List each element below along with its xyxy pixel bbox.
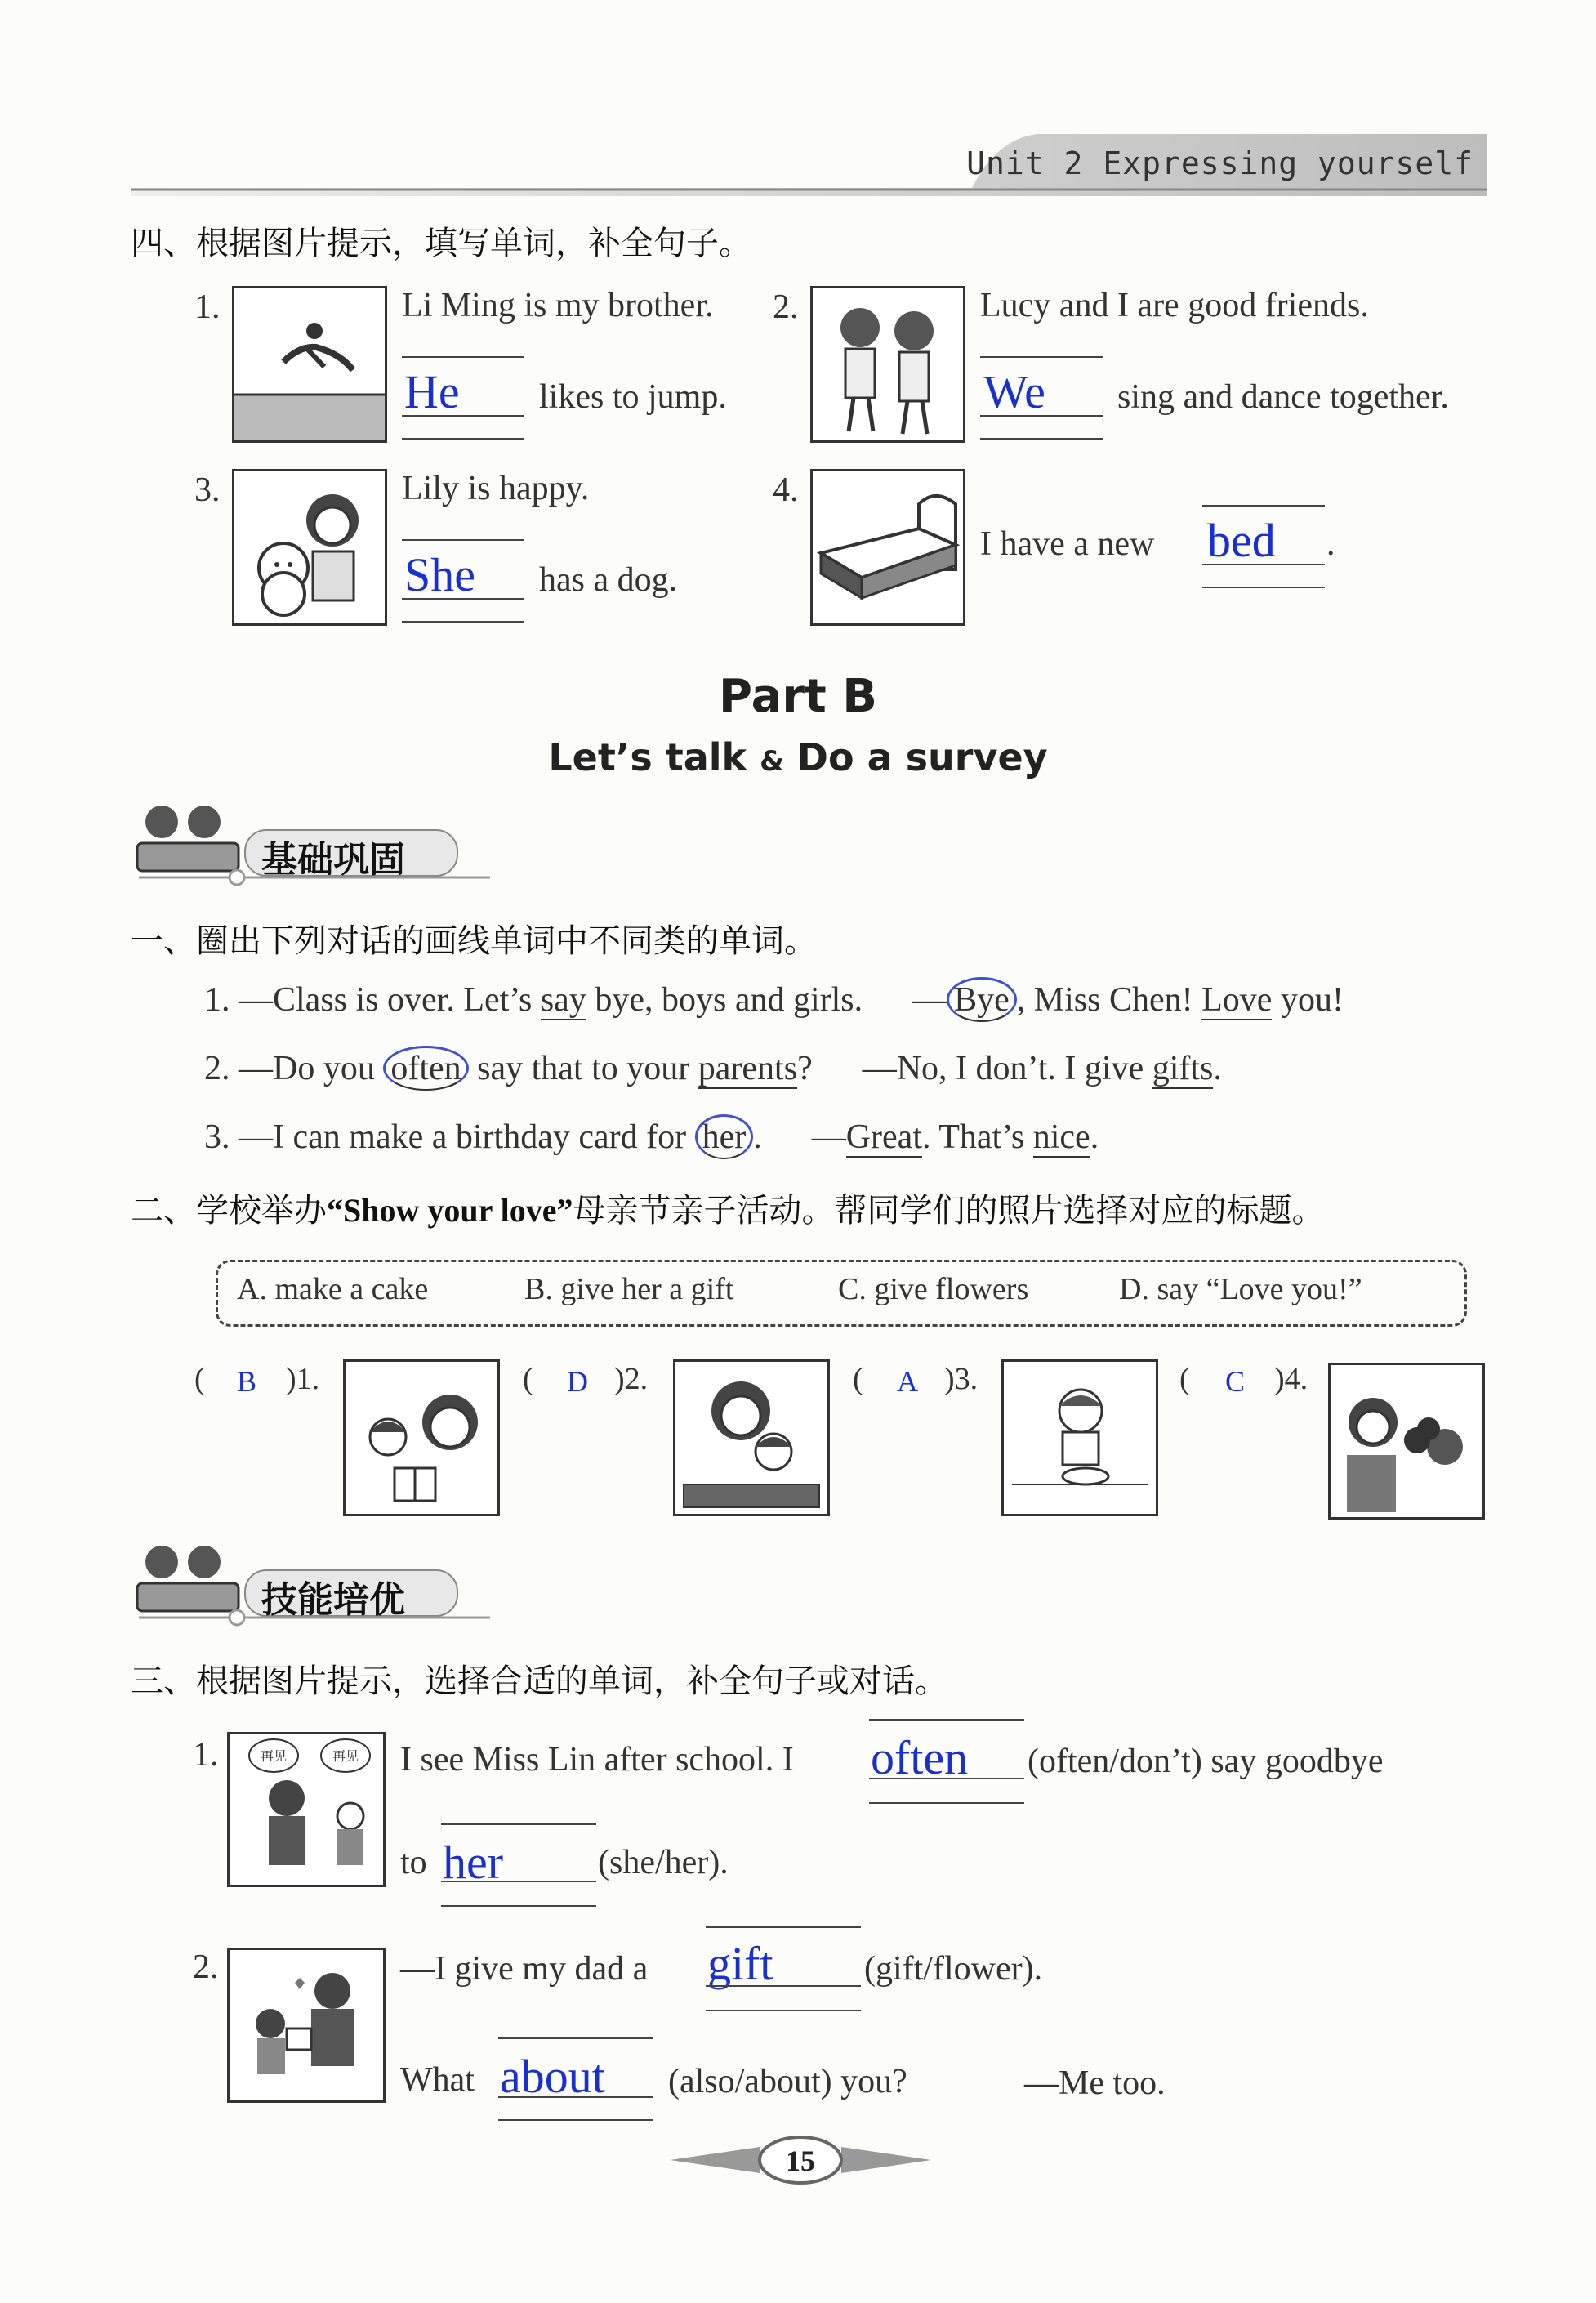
s1-row1-text: —Class is over. Let’s (239, 981, 541, 1019)
s3-item1-blank-bottom (869, 1802, 1024, 1804)
s1-row3-num: 3. (204, 1118, 230, 1156)
s4-item4-blank (1202, 564, 1325, 565)
pic1-bubble-a: 再见 (260, 1748, 288, 1764)
s1-row1-text: bye, boys and girls. (586, 981, 863, 1019)
s1-row2-underlined-1: parents (698, 1050, 798, 1087)
s3-item1-text2: (often/don’t) say goodbye (1028, 1743, 1384, 1780)
s1-row2-circled-word: often (383, 1046, 468, 1091)
s4-item3-num: 3. (194, 471, 221, 509)
s3-item2-text2: (gift/flower). (864, 1950, 1043, 1988)
s4-item1-blank-top (402, 356, 524, 358)
section2-title-event: “Show your love” (327, 1192, 573, 1229)
badge-basics (131, 797, 490, 887)
girl-with-dog-picture (232, 469, 387, 626)
s1-row1-underlined-1: say (540, 981, 586, 1019)
answer-1: B (237, 1365, 257, 1398)
s1-row2-text: . (1213, 1050, 1222, 1087)
answer-4-num: )4. (1274, 1362, 1308, 1396)
s3-item2-blank2-top (498, 2037, 653, 2039)
s1-row3-underlined-1: Great (845, 1118, 922, 1156)
section3-title: 三、根据图片提示，选择合适的单词，补全句子或对话。 (131, 1663, 947, 1700)
option-b: B. give her a gift (524, 1272, 734, 1306)
s1-row3-circled-word: her (695, 1114, 754, 1159)
give-dad-gift-picture (227, 1948, 386, 2103)
s3-item2-blank-top (706, 1926, 861, 1928)
s1-row3-underlined-2: nice (1032, 1118, 1090, 1156)
photo-make-cake (1001, 1359, 1158, 1516)
part-b-subtitle (0, 735, 1596, 779)
s3-item2-text1: —I give my dad a (400, 1950, 649, 1988)
s4-item2-line1: Lucy and I are good friends. (980, 287, 1369, 324)
friends-dance-picture (810, 286, 965, 443)
photo-love-you (673, 1359, 830, 1516)
s4-item3-blank-top (402, 539, 524, 541)
jump-picture (232, 286, 387, 443)
s4-item2-blank-top (980, 356, 1103, 358)
s4-item3-line2: has a dog. (539, 561, 678, 599)
s4-item1-line2: likes to jump. (539, 378, 727, 416)
page-number: 15 (786, 2145, 815, 2177)
s4-item4-answer: bed (1207, 514, 1276, 567)
paren-open: ( (523, 1362, 533, 1396)
goodbye-picture (227, 1732, 386, 1887)
unit-title: Unit 2 Expressing yourself (966, 145, 1473, 181)
subtitle-survey: Do a survey (796, 735, 1048, 779)
s3-item2-blank-bottom (706, 2010, 861, 2011)
option-a: A. make a cake (237, 1272, 429, 1306)
part-b-title: Part B (719, 670, 877, 723)
s3-item2-text5: —Me too. (1024, 2064, 1166, 2102)
section2-title-part: 二、学校举办 (131, 1192, 327, 1230)
s4-item4-blank-top (1202, 505, 1325, 507)
badge-skills (131, 1538, 490, 1627)
answer-3: A (897, 1365, 918, 1398)
s3-item2-text4: (also/about) you? (668, 2063, 907, 2100)
badge-skills-label: 技能培优 (261, 1579, 405, 1621)
bed-picture (810, 469, 965, 626)
badge-basics-label: 基础巩固 (261, 839, 405, 881)
s4-item3-line1: Lily is happy. (402, 470, 590, 507)
s3-item2-blank (706, 1985, 861, 1987)
paren-open: ( (853, 1362, 863, 1396)
s4-item2-blank-bottom (980, 438, 1103, 440)
s3-item1-blank2-top (441, 1823, 596, 1825)
section4-title: 四、根据图片提示，填写单词，补全句子。 (131, 225, 751, 262)
paren-open: ( (1179, 1362, 1190, 1396)
s1-row2-underlined-2: gifts (1152, 1050, 1214, 1087)
s3-item2-num: 2. (193, 1948, 219, 1986)
s1-row2-text: say that to your (468, 1050, 698, 1087)
s3-item1-text1: I see Miss Lin after school. I (400, 1741, 794, 1779)
s4-item4-line1: I have a new (980, 525, 1155, 563)
s3-item2-blank2 (498, 2096, 653, 2098)
photo-give-gift (343, 1359, 500, 1516)
s1-row1-underlined-2: Love (1201, 981, 1273, 1019)
s3-item1-text4: (she/her). (598, 1844, 729, 1881)
s4-item1-line1: Li Ming is my brother. (402, 287, 714, 324)
subtitle-lets-talk: Let’s talk (548, 735, 747, 779)
answer-3-num: )3. (944, 1362, 979, 1396)
s3-item1-text3: to (400, 1844, 427, 1881)
s1-row3-text: —I can make a birthday card for (239, 1118, 695, 1156)
s3-item2-text3: What (400, 2061, 475, 2099)
s1-row3-text: — (811, 1118, 846, 1156)
answer-4: C (1225, 1365, 1246, 1398)
s4-item2-num: 2. (773, 288, 799, 326)
s1-row1-text: , Miss Chen! (1016, 981, 1202, 1019)
s3-item1-blank (869, 1778, 1024, 1779)
s1-row2 (204, 1049, 1222, 1088)
s3-item1-num: 1. (193, 1736, 219, 1774)
s4-item1-blank (402, 415, 524, 417)
s4-item1-answer: He (404, 365, 460, 418)
s4-item3-answer: She (404, 548, 475, 601)
s1-row3-text: . (1090, 1118, 1099, 1156)
s3-item2-answer1: gift (707, 1937, 773, 1990)
s4-item4-num: 4. (773, 471, 799, 509)
photo-give-flowers (1328, 1363, 1485, 1520)
s1-row1 (204, 980, 1344, 1020)
s1-row2-text: ? (797, 1050, 813, 1087)
section2-title (131, 1185, 1325, 1231)
section1-title: 一、圈出下列对话的画线单词中不同类的单词。 (131, 922, 817, 960)
option-c: C. give flowers (838, 1272, 1029, 1306)
s1-row1-num: 1. (204, 981, 230, 1019)
s3-item1-answer2: her (443, 1836, 504, 1889)
s1-row1-circled-word: Bye (947, 977, 1017, 1022)
subtitle-amp: & (760, 745, 784, 778)
s3-item1-answer1: often (871, 1731, 969, 1784)
answer-2-num: )2. (614, 1362, 649, 1396)
paren-open: ( (194, 1362, 205, 1396)
s3-item2-answer2: about (500, 2050, 605, 2103)
pic1-bubble-b: 再见 (332, 1748, 359, 1764)
s1-row2-text: —No, I don’t. I give (862, 1050, 1152, 1087)
s4-item2-blank (980, 415, 1103, 417)
s4-item4-line2: . (1326, 525, 1335, 563)
s1-row3-text: . (753, 1118, 762, 1156)
s1-row2-text: —Do you (239, 1050, 384, 1087)
s1-row2-num: 2. (204, 1050, 230, 1087)
section2-title-part: 母亲节亲子活动。帮同学们的照片选择对应的标题。 (573, 1192, 1325, 1230)
s4-item1-num: 1. (194, 288, 221, 326)
s1-row1-text: you! (1272, 981, 1344, 1019)
s3-item1-blank2 (441, 1881, 596, 1882)
s4-item1-blank-bottom (402, 438, 524, 440)
s1-row1-text: — (912, 981, 947, 1019)
s1-row3 (204, 1118, 1099, 1157)
option-d: D. say “Love you!” (1119, 1272, 1362, 1306)
s4-item4-blank-bottom (1202, 587, 1325, 588)
answer-2: D (567, 1365, 588, 1398)
s3-item2-blank2-bottom (498, 2119, 653, 2121)
s4-item2-answer: We (983, 365, 1045, 418)
s4-item3-blank-bottom (402, 621, 524, 623)
s1-row3-text: . That’s (922, 1118, 1033, 1156)
s3-item1-blank2-bottom (441, 1905, 596, 1907)
s4-item3-blank (402, 598, 524, 600)
s3-item1-blank-top (869, 1719, 1024, 1721)
s4-item2-line2: sing and dance together. (1117, 378, 1449, 416)
answer-1-num: )1. (286, 1362, 320, 1396)
